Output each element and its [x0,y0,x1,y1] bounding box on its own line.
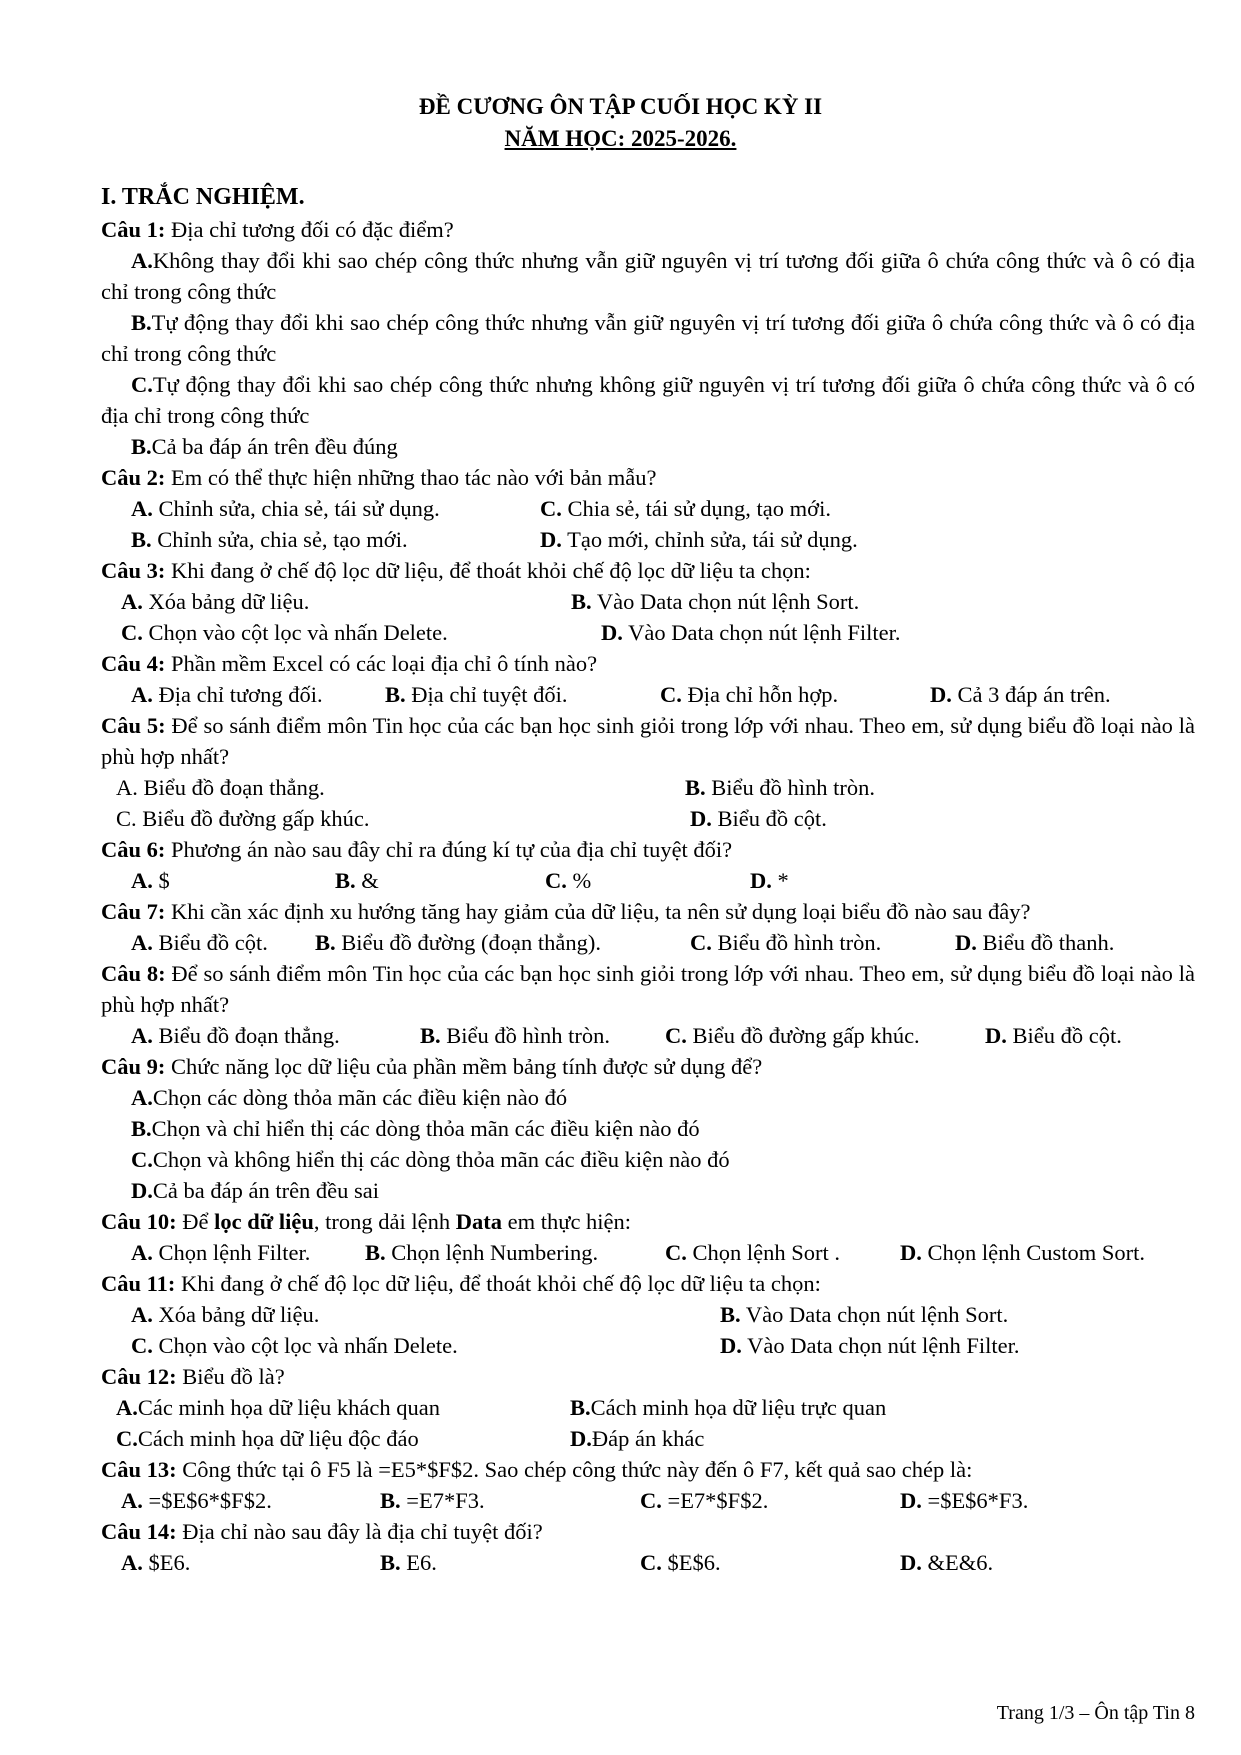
question-text-bold: Data [455,1209,503,1234]
option-label: A. [121,589,143,614]
option-row [101,1485,1195,1516]
option-label: D. [930,682,952,707]
option-b [720,1299,1008,1330]
option-label: A. [116,1395,138,1420]
option-text: =$E$6*$F$2. [142,1488,272,1513]
question-label: Câu 11: [101,1271,176,1296]
option-label: A. [131,682,153,707]
option-d [900,1237,1145,1268]
option-c [545,865,591,896]
option-label: B. [571,589,592,614]
option-text: Cả ba đáp án trên đều đúng [151,434,398,459]
question-text: em thực hiện: [502,1209,632,1234]
question-text: Để so sánh điểm môn Tin học của các bạn học sinh giỏi trong lớp với nhau. Theo em, sử dụng biểu đồ loại nào là phù hợp nhất? [101,713,1195,769]
option-label: B. [570,1395,591,1420]
option-text: Biểu đồ cột. [152,930,268,955]
option-row [101,524,1195,555]
option-label: A. [131,1023,153,1048]
option-label: B. [685,775,706,800]
option-label: D. [900,1240,922,1265]
option-c [660,679,838,710]
option-label: C. [121,620,143,645]
option-label: D. [540,527,562,552]
option-a [131,493,440,524]
question-14 [101,1516,1195,1547]
option-text: Chọn lệnh Custom Sort. [921,1240,1146,1265]
option-label: D. [900,1550,922,1575]
option-row [101,1020,1195,1051]
option-b [365,1237,598,1268]
option-a [131,679,323,710]
option-label: C. [131,1147,153,1172]
option-a [121,1547,190,1578]
question-10 [101,1206,1195,1237]
option-c [640,1547,721,1578]
option-label: B. [380,1550,401,1575]
option-text: Tạo mới, chỉnh sửa, tái sử dụng. [561,527,858,552]
option-text: Xóa bảng dữ liệu. [142,589,310,614]
question-6 [101,834,1195,865]
option-text: . Biểu đồ đoạn thẳng. [132,775,325,800]
option-row [101,803,1195,834]
option-label: D. [955,930,977,955]
option-text: Biểu đồ hình tròn. [440,1023,611,1048]
option-b [131,524,408,555]
question-1 [101,214,1195,245]
option-text: Chỉnh sửa, chia sẻ, tái sử dụng. [152,496,440,521]
question-label: Câu 3: [101,558,166,583]
option-row [101,617,1195,648]
option-d [570,1423,704,1454]
option-c [131,1330,458,1361]
option-row [101,1330,1195,1361]
option-d [985,1020,1122,1051]
question-text-bold: lọc dữ liệu [214,1209,314,1234]
option-text: % [566,868,592,893]
option-text: Không thay đổi khi sao chép công thức nhưng vẫn giữ nguyên vị trí tương đối giữa ô chứa công thức và ô có địa chỉ trong công thức [101,248,1195,304]
question-text: Chức năng lọc dữ liệu của phần mềm bảng tính được sử dụng để? [165,1054,763,1079]
question-3 [101,555,1195,586]
option-label: B. [315,930,336,955]
question-2 [101,462,1195,493]
option-text: &E&6. [921,1550,994,1575]
option-text: Chọn các dòng thỏa mãn các điều kiện nào đó [152,1085,568,1110]
option-text: $E6. [142,1550,191,1575]
option-a [131,1299,319,1330]
option-text: Địa chỉ hỗn hợp. [681,682,839,707]
question-text: Phần mềm Excel có các loại địa chỉ ô tính nào? [165,651,598,676]
option-c [640,1485,768,1516]
option-label: A. [131,1085,153,1110]
option-label: A. [131,496,153,521]
question-list [101,214,1195,1578]
option-d [720,1330,1020,1361]
option-c [665,1237,840,1268]
option-text: Địa chỉ tương đối. [152,682,323,707]
option-text: Biểu đồ đường gấp khúc. [686,1023,920,1048]
option-text: Chia sẻ, tái sử dụng, tạo mới. [561,496,831,521]
option-b [101,1113,1195,1144]
question-label: Câu 10: [101,1209,177,1234]
option-d [900,1485,1028,1516]
question-text: Phương án nào sau đây chỉ ra đúng kí tự của địa chỉ tuyệt đối? [165,837,733,862]
document-title: ĐỀ CƯƠNG ÔN TẬP CUỐI HỌC KỲ II [418,94,823,119]
option-text: Xóa bảng dữ liệu. [152,1302,320,1327]
option-c [101,369,1195,431]
option-text: * [771,868,789,893]
option-text: Chỉnh sửa, chia sẻ, tạo mới. [151,527,408,552]
question-label: Câu 5: [101,713,166,738]
option-text: Chọn và không hiển thị các dòng thỏa mãn các điều kiện nào đó [152,1147,730,1172]
option-b [335,865,379,896]
option-text: Vào Data chọn nút lệnh Sort. [591,589,860,614]
question-label: Câu 8: [101,961,166,986]
question-text: Biểu đồ là? [176,1364,285,1389]
option-a [101,245,1195,307]
question-12 [101,1361,1195,1392]
option-label: C. [540,496,562,521]
option-row [101,1392,1195,1423]
option-text: Địa chỉ tuyệt đối. [405,682,568,707]
question-4 [101,648,1195,679]
option-row [101,772,1195,803]
option-text: Biểu đồ cột. [711,806,827,831]
option-label: A. [131,930,153,955]
option-b [570,1392,886,1423]
option-b [571,586,859,617]
option-a [116,772,325,803]
option-text: Chọn và chỉ hiển thị các dòng thỏa mãn các điều kiện nào đó [151,1116,700,1141]
option-label: A. [131,1240,153,1265]
option-text: Cách minh họa dữ liệu trực quan [590,1395,887,1420]
option-row [101,1547,1195,1578]
question-text: Khi đang ở chế độ lọc dữ liệu, để thoát khỏi chế độ lọc dữ liệu ta chọn: [175,1271,821,1296]
option-d [690,803,827,834]
option-row [101,1423,1195,1454]
option-text: Biểu đồ thanh. [976,930,1115,955]
option-label: C. [116,1426,138,1451]
option-row [101,865,1195,896]
question-label: Câu 14: [101,1519,177,1544]
page-footer: Trang 1/3 – Ôn tập Tin 8 [996,1702,1195,1724]
option-b [101,307,1195,369]
question-text: Công thức tại ô F5 là =E5*$F$2. Sao chép công thức này đến ô F7, kết quả sao chép là: [176,1457,973,1482]
option-label: C. [665,1023,687,1048]
option-row [101,927,1195,958]
option-b [685,772,875,803]
question-label: Câu 7: [101,899,166,924]
option-row [101,1237,1195,1268]
option-label: D. [900,1488,922,1513]
question-label: Câu 1: [101,217,166,242]
option-d [955,927,1114,958]
option-text: =E7*$F$2. [661,1488,769,1513]
option-label: B. [335,868,356,893]
question-label: Câu 6: [101,837,166,862]
option-label: C. [640,1488,662,1513]
option-label: C. [131,372,153,397]
option-c [101,1144,1195,1175]
option-text: Chọn lệnh Sort . [686,1240,841,1265]
question-text: Địa chỉ nào sau đây là địa chỉ tuyệt đối? [176,1519,543,1544]
question-8 [101,958,1195,1020]
option-label: D. [690,806,712,831]
option-text: Biểu đồ cột. [1006,1023,1122,1048]
question-text: Để [176,1209,215,1234]
option-label: A [116,775,133,800]
option-row [101,586,1195,617]
option-label: D. [985,1023,1007,1048]
option-label: C. [660,682,682,707]
option-d [900,1547,993,1578]
option-label: B. [385,682,406,707]
option-label: B. [131,434,152,459]
question-5 [101,710,1195,772]
option-c [540,493,831,524]
option-label: C [116,806,132,831]
question-13 [101,1454,1195,1485]
question-text: Khi đang ở chế độ lọc dữ liệu, để thoát khỏi chế độ lọc dữ liệu ta chọn: [165,558,811,583]
option-d [750,865,789,896]
option-label: B. [131,310,152,335]
option-label: B. [420,1023,441,1048]
option-text: Vào Data chọn nút lệnh Filter. [741,1333,1020,1358]
question-text: Để so sánh điểm môn Tin học của các bạn học sinh giỏi trong lớp với nhau. Theo em, sử dụng biểu đồ loại nào là phù hợp nhất? [101,961,1195,1017]
option-label: C. [690,930,712,955]
option-label: C. [665,1240,687,1265]
option-d [930,679,1111,710]
option-text: Chọn vào cột lọc và nhấn Delete. [142,620,448,645]
question-text: , trong dải lệnh [313,1209,456,1234]
option-text: Cách minh họa dữ liệu độc đáo [137,1426,419,1451]
question-text: Địa chỉ tương đối có đặc điểm? [165,217,454,242]
option-text: Vào Data chọn nút lệnh Sort. [740,1302,1009,1327]
option-text: & [355,868,379,893]
question-label: Câu 2: [101,465,166,490]
question-9 [101,1051,1195,1082]
option-label: A. [121,1550,143,1575]
option-text: . Biểu đồ đường gấp khúc. [131,806,370,831]
option-text: $ [152,868,170,893]
option-d [101,1175,1195,1206]
option-row [101,679,1195,710]
option-b [380,1485,485,1516]
option-text: Chọn lệnh Numbering. [385,1240,599,1265]
option-text: Đáp án khác [591,1426,705,1451]
option-text: Biểu đồ đoạn thẳng. [152,1023,340,1048]
option-c [116,803,369,834]
question-label: Câu 13: [101,1457,177,1482]
question-label: Câu 9: [101,1054,166,1079]
option-text: Chọn lệnh Filter. [152,1240,311,1265]
option-text: =E7*F3. [400,1488,485,1513]
option-a [116,1392,440,1423]
option-text: Tự động thay đổi khi sao chép công thức nhưng không giữ nguyên vị trí tương đối giữa ô chứa công thức và ô có địa chỉ trong công thức [101,372,1195,428]
option-row [101,493,1195,524]
section-title: I. TRẮC NGHIỆM. [101,184,305,210]
option-a [131,865,170,896]
option-label: C. [131,1333,153,1358]
option-label: C. [640,1550,662,1575]
option-d [101,431,1195,462]
option-label: B. [380,1488,401,1513]
option-b [380,1547,437,1578]
option-label: A. [131,868,153,893]
option-c [116,1423,419,1454]
option-label: D. [131,1178,153,1203]
question-label: Câu 4: [101,651,166,676]
option-a [121,1485,272,1516]
option-label: D. [570,1426,592,1451]
option-text: $E$6. [661,1550,721,1575]
question-text: Khi cần xác định xu hướng tăng hay giảm của dữ liệu, ta nên sử dụng loại biểu đồ nào sau đây? [165,899,1031,924]
option-a [121,586,309,617]
option-a [131,1237,310,1268]
option-d [540,524,858,555]
question-label: Câu 12: [101,1364,177,1389]
option-text: =$E$6*F3. [921,1488,1029,1513]
option-a [131,1020,340,1051]
option-b [420,1020,610,1051]
option-label: B. [131,1116,152,1141]
option-label: A. [121,1488,143,1513]
option-text: Cả ba đáp án trên đều sai [152,1178,380,1203]
option-text: Vào Data chọn nút lệnh Filter. [622,620,901,645]
question-text: Em có thể thực hiện những thao tác nào với bản mẫu? [165,465,657,490]
question-11 [101,1268,1195,1299]
option-label: D. [601,620,623,645]
option-label: B. [720,1302,741,1327]
option-label: B. [131,527,152,552]
option-d [601,617,901,648]
option-text: E6. [400,1550,437,1575]
option-label: A. [131,248,153,273]
option-b [385,679,567,710]
option-a [101,1082,1195,1113]
option-label: D. [720,1333,742,1358]
option-text: Biểu đồ đường (đoạn thẳng). [335,930,601,955]
school-year: NĂM HỌC: 2025-2026. [504,126,737,151]
option-c [665,1020,920,1051]
option-text: Biểu đồ hình tròn. [711,930,882,955]
option-label: C. [545,868,567,893]
option-b [315,927,601,958]
option-text: Các minh họa dữ liệu khách quan [137,1395,440,1420]
option-label: D. [750,868,772,893]
option-c [121,617,448,648]
question-7 [101,896,1195,927]
option-c [690,927,881,958]
option-text: Tự động thay đổi khi sao chép công thức nhưng vẫn giữ nguyên vị trí tương đối giữa ô chứa công thức và ô có địa chỉ trong công thức [101,310,1195,366]
option-text: Chọn vào cột lọc và nhấn Delete. [152,1333,458,1358]
option-text: Biểu đồ hình tròn. [705,775,876,800]
option-a [131,927,268,958]
option-row [101,1299,1195,1330]
option-text: Cả 3 đáp án trên. [951,682,1111,707]
option-label: B. [365,1240,386,1265]
option-label: A. [131,1302,153,1327]
